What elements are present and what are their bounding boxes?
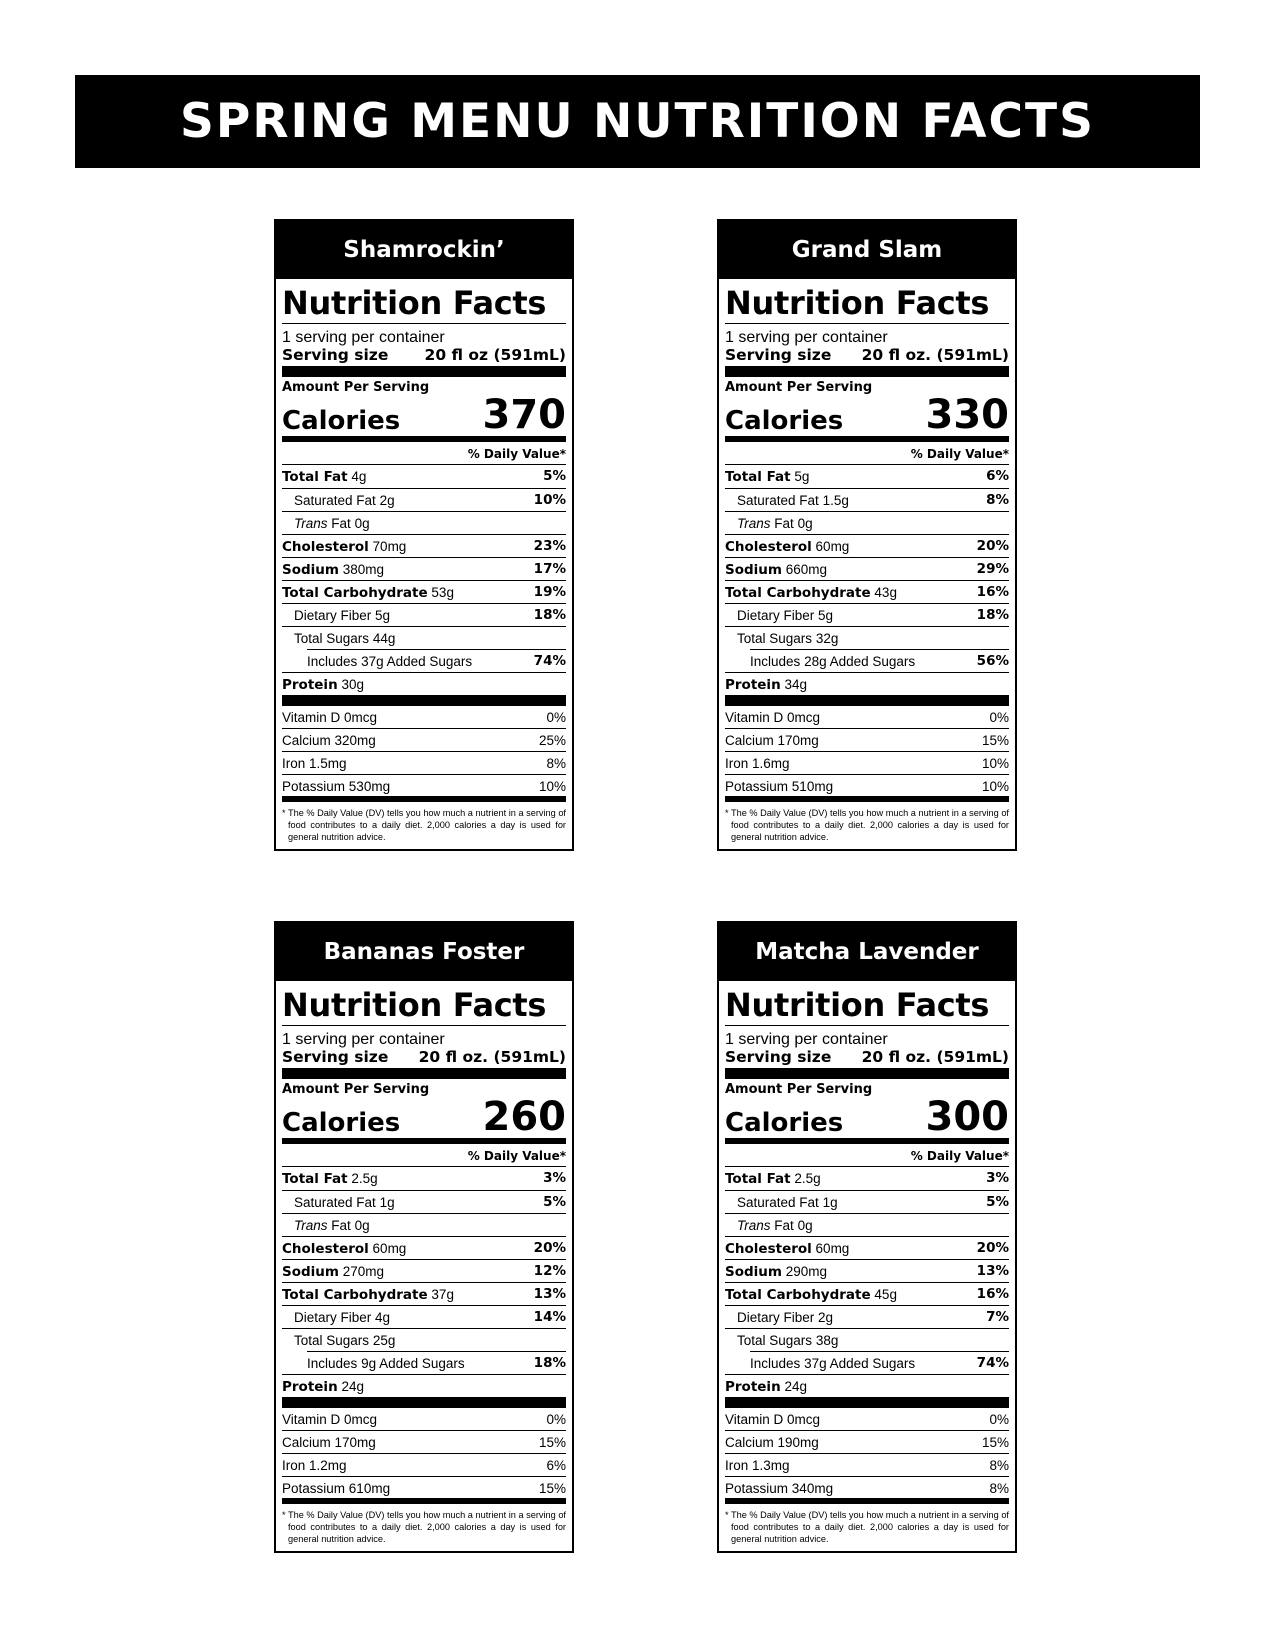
- nutrient-dv: 7%: [986, 1309, 1009, 1325]
- vitamin-amount: 510mg: [791, 779, 834, 794]
- nutrient-label: Includes: [750, 1356, 801, 1371]
- vitamin-dv: 0%: [546, 1412, 566, 1427]
- vitamin-amount: 0mcg: [344, 710, 378, 725]
- vitamin-row-potassium: [282, 1477, 566, 1504]
- vitamin-rows: [282, 1408, 566, 1504]
- nutrient-label: Includes: [307, 1356, 358, 1371]
- nutrient-label: Total Fat: [282, 469, 348, 485]
- nutrient-amount: 4g: [375, 1310, 391, 1325]
- nutrient-label: Protein: [725, 677, 781, 693]
- serving-size-label: Serving size: [725, 1048, 832, 1066]
- nutrient-label: Dietary Fiber: [294, 608, 372, 623]
- nutrient-dv: 16%: [976, 584, 1009, 600]
- nutrient-row-total-carbohydrate: [282, 580, 566, 603]
- nutrient-amount: 38g: [815, 1333, 839, 1348]
- page-title: SPRING MENU NUTRITION FACTS: [180, 94, 1095, 149]
- nutrient-row-total-carbohydrate: [725, 580, 1009, 603]
- serving-size-value: 20 fl oz (591mL): [424, 346, 566, 364]
- serving-size-value: 20 fl oz. (591mL): [861, 1048, 1009, 1066]
- nutrient-row-total-fat: [282, 1167, 566, 1190]
- thick-divider: [282, 695, 566, 706]
- nutrient-dv: 18%: [976, 607, 1009, 623]
- nutrient-amount: 2g: [379, 493, 395, 508]
- nutrient-row-dietary-fiber: [282, 603, 566, 626]
- nutrient-dv: 5%: [986, 1194, 1009, 1210]
- nutrient-amount: 2.5g: [351, 1171, 378, 1186]
- nutrient-amount: 37g: [804, 1356, 827, 1371]
- amount-per-serving: Amount Per Serving: [282, 1082, 430, 1097]
- calories-row: [282, 1094, 566, 1144]
- nutrient-rows: [725, 1167, 1009, 1397]
- vitamin-label: Calcium: [725, 1435, 774, 1450]
- nutrition-label: [719, 981, 1015, 1545]
- calories-value: 300: [925, 1094, 1009, 1140]
- nutrient-label: Dietary Fiber: [737, 608, 815, 623]
- drink-name: Matcha Lavender: [719, 923, 1015, 981]
- vitamin-amount: 170mg: [334, 1435, 376, 1450]
- calories-label: Calories: [725, 406, 844, 436]
- nutrient-row-sodium: [725, 1259, 1009, 1282]
- calories-label: Calories: [282, 406, 401, 436]
- nutrient-row-sodium: [725, 557, 1009, 580]
- nutrient-dv: 10%: [533, 492, 566, 508]
- nutrient-amount: 1.5g: [822, 493, 849, 508]
- nutrient-label: Total Sugars: [294, 1333, 370, 1348]
- nutrient-label: Dietary Fiber: [294, 1310, 372, 1325]
- daily-value-footnote: * The % Daily Value (DV) tells you how much a nutrient in a serving of food contributes to a daily diet. 2,000 calories a day is used for general nutrition advice.: [282, 1510, 566, 1544]
- nutrient-label: Added Sugars: [829, 1356, 916, 1371]
- vitamin-row-calcium: [282, 1431, 566, 1454]
- vitamin-row-potassium: [725, 775, 1009, 802]
- vitamin-amount: 320mg: [334, 733, 376, 748]
- amount-per-serving: Amount Per Serving: [282, 380, 430, 395]
- vitamin-amount: 1.6mg: [752, 756, 790, 771]
- vitamin-dv: 15%: [538, 1435, 566, 1450]
- nutrient-label: Fat: [331, 516, 351, 531]
- vitamin-label: Potassium: [282, 1481, 346, 1496]
- nutrient-amount: 5g: [818, 608, 834, 623]
- servings-per-container: 1 serving per container: [725, 1031, 888, 1048]
- nutrient-amount: 5g: [794, 469, 810, 484]
- amount-per-serving: Amount Per Serving: [725, 1082, 873, 1097]
- nutrition-card: [717, 219, 1017, 851]
- nutrient-label-italic: Trans: [294, 1218, 328, 1233]
- nutrient-amount: 25g: [372, 1333, 396, 1348]
- serving-size-label: Serving size: [282, 1048, 389, 1066]
- calories-row: [282, 392, 566, 442]
- nutrient-dv: 56%: [976, 653, 1009, 669]
- nutrient-rows: [725, 465, 1009, 695]
- nutrient-amount: 44g: [372, 631, 396, 646]
- nutrient-rows: [282, 465, 566, 695]
- nutrition-label: [276, 279, 572, 843]
- nutrient-dv: 17%: [533, 561, 566, 577]
- nutrient-row-saturated-fat: [282, 1190, 566, 1213]
- nutrient-label: Total Sugars: [294, 631, 370, 646]
- nutrition-card: [274, 219, 574, 851]
- nutrient-amount: 34g: [784, 677, 807, 692]
- nutrient-dv: 20%: [533, 1240, 566, 1256]
- nutrition-facts-heading: Nutrition Facts: [725, 285, 1009, 324]
- nutrient-row-sodium: [282, 557, 566, 580]
- vitamin-amount: 1.2mg: [309, 1458, 347, 1473]
- nutrient-label: Added Sugars: [386, 654, 473, 669]
- vitamin-row-vitamin-d: [725, 706, 1009, 729]
- vitamin-label: Iron: [282, 1458, 306, 1473]
- nutrient-label: Sodium: [282, 1264, 339, 1280]
- nutrient-label: Fat: [331, 1218, 351, 1233]
- nutrition-facts-heading: Nutrition Facts: [282, 987, 566, 1026]
- nutrient-label: Total Fat: [725, 469, 791, 485]
- nutrient-dv: 3%: [986, 1170, 1009, 1186]
- nutrient-label: Includes: [307, 654, 358, 669]
- nutrient-dv: 29%: [976, 561, 1009, 577]
- nutrient-amount: 37g: [431, 1287, 454, 1302]
- vitamin-dv: 8%: [546, 756, 566, 771]
- vitamin-amount: 340mg: [791, 1481, 834, 1496]
- serving-size-row: [725, 1048, 1009, 1066]
- nutrient-label: Sodium: [725, 562, 782, 578]
- nutrient-label: Cholesterol: [282, 539, 369, 555]
- serving-size-value: 20 fl oz. (591mL): [418, 1048, 566, 1066]
- thick-divider: [725, 1068, 1009, 1079]
- nutrient-dv: 16%: [976, 1286, 1009, 1302]
- nutrient-row-saturated-fat: [282, 488, 566, 511]
- vitamin-dv: 0%: [989, 710, 1009, 725]
- nutrient-row-trans-fat: [282, 511, 566, 534]
- nutrient-amount: 0g: [354, 1218, 370, 1233]
- vitamin-label: Iron: [725, 1458, 749, 1473]
- vitamin-label: Vitamin D: [725, 710, 784, 725]
- nutrient-label: Saturated Fat: [294, 493, 376, 508]
- nutrient-row-total-fat: [725, 465, 1009, 488]
- nutrient-rows: [282, 1167, 566, 1397]
- serving-size-value: 20 fl oz. (591mL): [861, 346, 1009, 364]
- daily-value-footnote: * The % Daily Value (DV) tells you how much a nutrient in a serving of food contributes to a daily diet. 2,000 calories a day is used for general nutrition advice.: [725, 808, 1009, 842]
- vitamin-dv: 10%: [538, 779, 566, 794]
- nutrient-row-total-fat: [725, 1167, 1009, 1190]
- calories-row: [725, 1094, 1009, 1144]
- nutrient-amount: 30g: [341, 677, 364, 692]
- nutrient-label: Added Sugars: [829, 654, 916, 669]
- vitamin-row-calcium: [725, 1431, 1009, 1454]
- nutrient-label: Total Carbohydrate: [282, 585, 428, 601]
- vitamin-label: Iron: [725, 756, 749, 771]
- thick-divider: [725, 1397, 1009, 1408]
- nutrient-amount: 32g: [815, 631, 839, 646]
- serving-size-label: Serving size: [282, 346, 389, 364]
- vitamin-rows: [282, 706, 566, 802]
- vitamin-amount: 190mg: [777, 1435, 819, 1450]
- servings-per-container: 1 serving per container: [725, 329, 888, 346]
- vitamin-amount: 170mg: [777, 733, 819, 748]
- vitamin-dv: 10%: [981, 756, 1009, 771]
- vitamin-amount: 1.3mg: [752, 1458, 790, 1473]
- nutrient-amount: 70mg: [372, 539, 407, 554]
- vitamin-row-iron: [725, 1454, 1009, 1477]
- serving-size-row: [725, 346, 1009, 364]
- vitamin-amount: 530mg: [348, 779, 391, 794]
- thick-divider: [282, 366, 566, 377]
- nutrient-amount: 60mg: [815, 539, 850, 554]
- vitamin-label: Vitamin D: [282, 710, 341, 725]
- nutrition-facts-heading: Nutrition Facts: [725, 987, 1009, 1026]
- nutrient-dv: 6%: [986, 468, 1009, 484]
- nutrition-facts-heading: Nutrition Facts: [282, 285, 566, 324]
- nutrient-row-total-sugars: [282, 1328, 566, 1351]
- nutrition-label: [719, 279, 1015, 843]
- vitamin-rows: [725, 1408, 1009, 1504]
- nutrient-row-total-fat: [282, 465, 566, 488]
- nutrient-amount: 24g: [784, 1379, 807, 1394]
- daily-value-footnote: * The % Daily Value (DV) tells you how much a nutrient in a serving of food contributes to a daily diet. 2,000 calories a day is used for general nutrition advice.: [282, 808, 566, 842]
- calories-value: 330: [925, 392, 1009, 438]
- vitamin-dv: 15%: [981, 733, 1009, 748]
- nutrient-label: Protein: [282, 677, 338, 693]
- nutrient-label: Cholesterol: [725, 1241, 812, 1257]
- nutrient-label: Protein: [282, 1379, 338, 1395]
- nutrient-row-added-sugars: [307, 649, 566, 672]
- nutrient-dv: 20%: [976, 1240, 1009, 1256]
- nutrient-dv: 18%: [533, 1355, 566, 1371]
- drink-name: Bananas Foster: [276, 923, 572, 981]
- nutrient-row-dietary-fiber: [725, 603, 1009, 626]
- vitamin-row-vitamin-d: [282, 1408, 566, 1431]
- vitamin-label: Potassium: [725, 1481, 789, 1496]
- nutrient-row-total-sugars: [725, 1328, 1009, 1351]
- page-title-banner: [75, 75, 1200, 168]
- nutrient-row-total-carbohydrate: [725, 1282, 1009, 1305]
- servings-per-container: 1 serving per container: [282, 329, 445, 346]
- nutrient-dv: 14%: [533, 1309, 566, 1325]
- vitamin-label: Vitamin D: [725, 1412, 784, 1427]
- nutrient-label: Fat: [774, 516, 794, 531]
- nutrient-dv: 12%: [533, 1263, 566, 1279]
- vitamin-dv: 8%: [989, 1458, 1009, 1473]
- nutrient-label: Saturated Fat: [737, 493, 819, 508]
- amount-per-serving: Amount Per Serving: [725, 380, 873, 395]
- nutrient-amount: 37g: [361, 654, 384, 669]
- nutrient-row-saturated-fat: [725, 1190, 1009, 1213]
- nutrient-label: Total Carbohydrate: [725, 1287, 871, 1303]
- vitamin-dv: 0%: [546, 710, 566, 725]
- serving-size-row: [282, 1048, 566, 1066]
- nutrient-label: Total Sugars: [737, 631, 813, 646]
- vitamin-row-iron: [725, 752, 1009, 775]
- nutrient-row-total-sugars: [282, 626, 566, 649]
- nutrient-amount: 60mg: [372, 1241, 407, 1256]
- nutrient-dv: 20%: [976, 538, 1009, 554]
- nutrient-label: Includes: [750, 654, 801, 669]
- vitamin-row-potassium: [725, 1477, 1009, 1504]
- nutrient-row-added-sugars: [750, 649, 1009, 672]
- nutrient-amount: 1g: [379, 1195, 395, 1210]
- nutrient-dv: 5%: [543, 468, 566, 484]
- nutrient-label-italic: Trans: [737, 1218, 771, 1233]
- nutrient-row-cholesterol: [282, 534, 566, 557]
- vitamin-row-iron: [282, 752, 566, 775]
- thick-divider: [282, 1068, 566, 1079]
- nutrient-label: Total Sugars: [737, 1333, 813, 1348]
- vitamin-dv: 10%: [981, 779, 1009, 794]
- drink-name: Shamrockin’: [276, 221, 572, 279]
- servings-per-container: 1 serving per container: [282, 1031, 445, 1048]
- vitamin-dv: 6%: [546, 1458, 566, 1473]
- nutrient-row-cholesterol: [725, 1236, 1009, 1259]
- nutrient-label: Total Carbohydrate: [725, 585, 871, 601]
- vitamin-row-calcium: [725, 729, 1009, 752]
- nutrient-amount: 28g: [804, 654, 827, 669]
- nutrient-row-sodium: [282, 1259, 566, 1282]
- nutrient-amount: 53g: [431, 585, 454, 600]
- vitamin-label: Calcium: [282, 733, 331, 748]
- nutrient-label: Total Fat: [725, 1171, 791, 1187]
- vitamin-label: Potassium: [282, 779, 346, 794]
- nutrient-label: Saturated Fat: [294, 1195, 376, 1210]
- vitamin-row-vitamin-d: [725, 1408, 1009, 1431]
- nutrient-amount: 24g: [341, 1379, 364, 1394]
- nutrient-label: Protein: [725, 1379, 781, 1395]
- vitamin-label: Vitamin D: [282, 1412, 341, 1427]
- vitamin-label: Calcium: [725, 733, 774, 748]
- nutrient-amount: 2.5g: [794, 1171, 821, 1186]
- nutrient-dv: 5%: [543, 1194, 566, 1210]
- nutrient-dv: 74%: [976, 1355, 1009, 1371]
- serving-size-row: [282, 346, 566, 364]
- nutrient-dv: 74%: [533, 653, 566, 669]
- calories-label: Calories: [725, 1108, 844, 1138]
- nutrient-label: Cholesterol: [725, 539, 812, 555]
- nutrient-row-total-carbohydrate: [282, 1282, 566, 1305]
- nutrient-row-trans-fat: [282, 1213, 566, 1236]
- serving-size-label: Serving size: [725, 346, 832, 364]
- nutrient-amount: 270mg: [342, 1264, 385, 1279]
- vitamin-dv: 0%: [989, 1412, 1009, 1427]
- nutrient-label-italic: Trans: [294, 516, 328, 531]
- vitamin-dv: 25%: [538, 733, 566, 748]
- nutrient-amount: 0g: [797, 516, 813, 531]
- nutrient-dv: 3%: [543, 1170, 566, 1186]
- nutrient-amount: 45g: [874, 1287, 897, 1302]
- nutrient-amount: 0g: [354, 516, 370, 531]
- nutrient-amount: 60mg: [815, 1241, 850, 1256]
- vitamin-label: Iron: [282, 756, 306, 771]
- nutrient-row-dietary-fiber: [725, 1305, 1009, 1328]
- nutrient-dv: 19%: [533, 584, 566, 600]
- vitamin-row-calcium: [282, 729, 566, 752]
- vitamin-amount: 0mcg: [787, 710, 821, 725]
- vitamin-amount: 1.5mg: [309, 756, 347, 771]
- nutrient-row-protein: [725, 1374, 1009, 1397]
- nutrient-label: Cholesterol: [282, 1241, 369, 1257]
- vitamin-dv: 15%: [981, 1435, 1009, 1450]
- nutrient-label: Saturated Fat: [737, 1195, 819, 1210]
- nutrient-label: Added Sugars: [379, 1356, 465, 1371]
- vitamin-label: Calcium: [282, 1435, 331, 1450]
- nutrient-row-protein: [725, 672, 1009, 695]
- nutrient-amount: 660mg: [785, 562, 828, 577]
- nutrient-dv: 8%: [986, 492, 1009, 508]
- nutrient-dv: 23%: [533, 538, 566, 554]
- nutrient-amount: 1g: [822, 1195, 838, 1210]
- vitamin-amount: 610mg: [348, 1481, 391, 1496]
- nutrient-amount: 4g: [351, 469, 367, 484]
- thick-divider: [282, 1397, 566, 1408]
- nutrient-row-cholesterol: [282, 1236, 566, 1259]
- calories-value: 370: [482, 392, 566, 438]
- nutrient-row-dietary-fiber: [282, 1305, 566, 1328]
- nutrient-amount: 290mg: [785, 1264, 828, 1279]
- nutrient-row-trans-fat: [725, 511, 1009, 534]
- vitamin-amount: 0mcg: [344, 1412, 378, 1427]
- nutrient-row-total-sugars: [725, 626, 1009, 649]
- nutrient-label-italic: Trans: [737, 516, 771, 531]
- nutrient-amount: 0g: [797, 1218, 813, 1233]
- nutrition-card: [717, 921, 1017, 1553]
- nutrient-amount: 43g: [874, 585, 897, 600]
- daily-value-header: % Daily Value*: [725, 1146, 1009, 1167]
- vitamin-dv: 15%: [538, 1481, 566, 1496]
- vitamin-row-vitamin-d: [282, 706, 566, 729]
- nutrient-row-trans-fat: [725, 1213, 1009, 1236]
- thick-divider: [725, 695, 1009, 706]
- nutrient-dv: 18%: [533, 607, 566, 623]
- nutrient-amount: 380mg: [342, 562, 385, 577]
- vitamin-amount: 0mcg: [787, 1412, 821, 1427]
- nutrient-row-cholesterol: [725, 534, 1009, 557]
- nutrition-card: [274, 921, 574, 1553]
- nutrient-label: Sodium: [725, 1264, 782, 1280]
- nutrient-amount: 2g: [818, 1310, 834, 1325]
- vitamin-row-potassium: [282, 775, 566, 802]
- daily-value-header: % Daily Value*: [725, 444, 1009, 465]
- nutrient-label: Dietary Fiber: [737, 1310, 815, 1325]
- nutrient-label: Total Fat: [282, 1171, 348, 1187]
- calories-row: [725, 392, 1009, 442]
- nutrient-row-added-sugars: [307, 1351, 566, 1374]
- nutrition-label: [276, 981, 572, 1545]
- nutrient-amount: 5g: [375, 608, 391, 623]
- drink-name: Grand Slam: [719, 221, 1015, 279]
- vitamin-dv: 8%: [989, 1481, 1009, 1496]
- daily-value-header: % Daily Value*: [282, 1146, 566, 1167]
- daily-value-header: % Daily Value*: [282, 444, 566, 465]
- nutrient-dv: 13%: [533, 1286, 566, 1302]
- nutrient-row-protein: [282, 672, 566, 695]
- nutrient-row-protein: [282, 1374, 566, 1397]
- nutrient-row-added-sugars: [750, 1351, 1009, 1374]
- calories-label: Calories: [282, 1108, 401, 1138]
- nutrient-label: Sodium: [282, 562, 339, 578]
- calories-value: 260: [482, 1094, 566, 1140]
- daily-value-footnote: * The % Daily Value (DV) tells you how much a nutrient in a serving of food contributes to a daily diet. 2,000 calories a day is used for general nutrition advice.: [725, 1510, 1009, 1544]
- vitamin-label: Potassium: [725, 779, 789, 794]
- nutrient-amount: 9g: [361, 1356, 377, 1371]
- nutrient-dv: 13%: [976, 1263, 1009, 1279]
- nutrient-row-saturated-fat: [725, 488, 1009, 511]
- thick-divider: [725, 366, 1009, 377]
- nutrient-label: Fat: [774, 1218, 794, 1233]
- vitamin-rows: [725, 706, 1009, 802]
- vitamin-row-iron: [282, 1454, 566, 1477]
- nutrient-label: Total Carbohydrate: [282, 1287, 428, 1303]
